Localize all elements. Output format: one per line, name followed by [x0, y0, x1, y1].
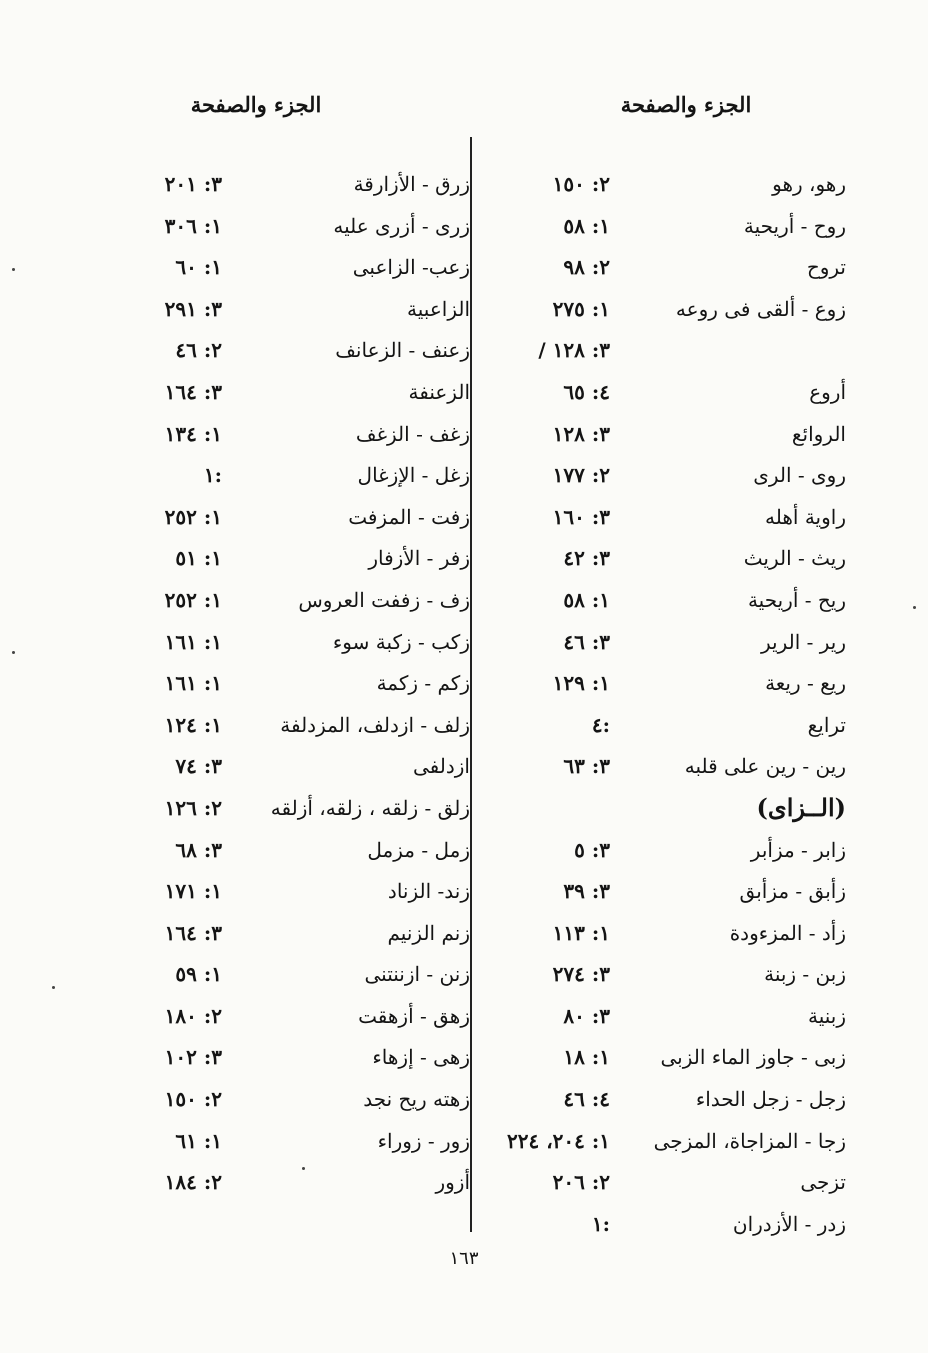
entry-term: ريح - أريحية [747, 587, 846, 612]
index-entry [120, 832, 470, 874]
entry-volume-page: ١: [203, 463, 222, 488]
entry-volume-page: ١: ٢٠٤، ٢٢٤ [507, 1128, 610, 1153]
entry-volume-page: ٣: ١٦٤ [164, 920, 222, 945]
entry-term: روح - أريحية [743, 213, 846, 238]
entry-volume-page: ١: ١٦١ [164, 671, 222, 696]
entry-volume-page: ١: ٥٨ [563, 213, 610, 238]
entry-term: رهو، رهو [772, 172, 846, 196]
entry-volume-page: ٢: ١٥٠ [164, 1087, 222, 1112]
entry-volume-page: ١: ١٢٩ [552, 671, 610, 696]
entry-volume-page: ١: [591, 1211, 610, 1236]
entry-term: زبن - زبنة [764, 962, 846, 987]
left-column-header: الجزء والصفحة [190, 92, 322, 117]
entry-term: زند- الزناد [387, 879, 470, 904]
index-entry [482, 540, 862, 582]
entry-volume-page: ٣: ١٦٤ [164, 379, 222, 404]
index-entry [482, 291, 862, 333]
entry-term: تروح [806, 255, 846, 280]
entry-volume-page: ٣: ٤٢ [563, 546, 610, 571]
index-entry [482, 208, 862, 250]
entry-term: أزور [435, 1170, 470, 1195]
index-entry [482, 582, 862, 624]
entry-volume-page: ٣: ٢٠١ [164, 172, 222, 196]
entry-term: زغل - الإزغال [357, 463, 470, 488]
entry-term: زنم الزنيم [387, 920, 470, 945]
entry-term: زعب- الزاعبى [352, 255, 470, 280]
entry-volume-page: ١: ١٨ [563, 1045, 610, 1070]
entry-volume-page: ٣: ٣٩ [563, 879, 610, 904]
right-column-header: الجزء والصفحة [620, 92, 752, 117]
index-entry [482, 249, 862, 291]
entry-term: زرى - أزرى عليه [333, 213, 470, 238]
index-entry [482, 374, 862, 416]
entry-term: زلق - زلقه ، زلقه، أزلقه [270, 795, 470, 820]
entry-volume-page: ١: ٣٠٦ [164, 213, 222, 238]
entry-volume-page: ١: ١٣٤ [164, 421, 222, 446]
entry-term: زور - زوراء [377, 1128, 470, 1153]
entry-term: زبى - جاوز الماء الزبى [660, 1045, 846, 1070]
index-entry [120, 707, 470, 749]
entry-term: زلف - ازدلف، المزدلفة [280, 712, 470, 737]
entry-term: زفر - الأزفار [368, 546, 470, 571]
entry-volume-page: ٣: ٨٠ [563, 1003, 610, 1028]
entry-term: زهق - أزهقت [358, 1003, 470, 1028]
index-entry [482, 915, 862, 957]
entry-term: زجل - زجل الحداء [695, 1087, 846, 1112]
index-entry [120, 540, 470, 582]
entry-term: الزاعبية [407, 296, 470, 321]
entry-term: زنن - ازننتنى [364, 962, 470, 987]
scan-speck [12, 651, 15, 654]
entry-term: زأبق - مزأبق [739, 879, 846, 904]
entry-term: زعنف - الزعانف [335, 338, 470, 363]
index-entry [482, 1123, 862, 1165]
entry-volume-page: ٣: ٦٨ [175, 837, 222, 862]
entry-term: أروع [809, 379, 846, 404]
entry-term: راوية أهله [765, 504, 846, 529]
entry-volume-page: ٢: ٩٨ [563, 255, 610, 280]
index-entry [482, 332, 862, 374]
entry-term: ترايع [807, 712, 846, 737]
entry-volume-page: ٢: ١٥٠ [552, 172, 610, 196]
entry-volume-page: ٣: ٥ [574, 837, 610, 862]
index-entry [482, 624, 862, 666]
entry-volume-page: ٤: ٤٦ [563, 1087, 610, 1112]
index-entry [482, 1039, 862, 1081]
index-entry [482, 832, 862, 874]
index-entry [120, 1039, 470, 1081]
entry-volume-page: ٢: ١٨٠ [164, 1003, 222, 1028]
index-entry [120, 873, 470, 915]
index-entry [482, 1206, 862, 1248]
entry-term: زمل - مزمل [367, 837, 470, 862]
index-entry [482, 873, 862, 915]
entry-term: زف - زففت العروس [298, 587, 470, 612]
scan-speck [52, 986, 55, 989]
index-entry [120, 457, 470, 499]
entry-volume-page: ٣: ١٦٠ [552, 504, 610, 529]
entry-volume-page: ٢: ١٧٧ [552, 463, 610, 488]
index-entry [120, 956, 470, 998]
entry-term: الروائع [791, 421, 846, 446]
section-heading [482, 790, 862, 832]
entry-volume-page: ٣: ٦٣ [563, 754, 610, 779]
entry-volume-page: ٣: ٤٦ [563, 629, 610, 654]
index-entry [120, 624, 470, 666]
entry-volume-page: ١: ١٦١ [164, 629, 222, 654]
index-entry [482, 998, 862, 1040]
scan-speck [12, 268, 15, 271]
index-entry [120, 249, 470, 291]
index-entry [120, 291, 470, 333]
entry-volume-page: ٣: ٢٧٤ [552, 962, 610, 987]
index-entry [482, 956, 862, 998]
index-entry [120, 416, 470, 458]
scan-speck [913, 606, 916, 609]
index-entry [120, 208, 470, 250]
entry-volume-page: ١: ٥١ [175, 546, 222, 571]
entry-volume-page: ١: ١٢٤ [164, 712, 222, 737]
entry-volume-page: ٣: ٢٩١ [164, 296, 222, 321]
entry-volume-page: ٢: ١٢٦ [164, 795, 222, 820]
entry-term: زأد - المزءودة [729, 920, 846, 945]
scan-speck [302, 1167, 305, 1170]
index-entry [120, 332, 470, 374]
index-entry [482, 1164, 862, 1206]
index-entry [120, 915, 470, 957]
entry-term: تزجى [800, 1170, 846, 1195]
entry-term: زوع - ألقى فى روعه [675, 296, 846, 321]
entry-volume-page: ٤: [591, 712, 610, 737]
entry-term: زهى - إزهاء [372, 1045, 470, 1070]
index-entry [120, 1164, 470, 1206]
index-entry [120, 1081, 470, 1123]
entry-volume-page: ٢: ٤٦ [175, 338, 222, 363]
entry-term: ريع - ريعة [765, 671, 846, 696]
index-entry [120, 582, 470, 624]
index-entry [120, 374, 470, 416]
entry-volume-page: ١: ٢٥٢ [164, 587, 222, 612]
entry-term: زغف - الزغف [355, 421, 470, 446]
entry-volume-page: ٣: ١٠٢ [164, 1045, 222, 1070]
entry-volume-page: ١: ١١٣ [552, 920, 610, 945]
index-entry [120, 166, 470, 208]
index-entry [120, 790, 470, 832]
index-entry [482, 748, 862, 790]
index-entry [482, 416, 862, 458]
entry-volume-page: ١: ٦١ [175, 1128, 222, 1153]
index-entry [120, 748, 470, 790]
section-heading-text: (الــزاى) [756, 792, 846, 822]
entry-volume-page: ٢: ٢٠٦ [552, 1170, 610, 1195]
index-entry [120, 665, 470, 707]
entry-term: روى - الرى [753, 463, 846, 488]
entry-term: رين - رين على قلبه [684, 754, 846, 779]
entry-term: زدر - الأزدران [732, 1211, 846, 1236]
entry-volume-page: ١: ٢٥٢ [164, 504, 222, 529]
entry-term: زرق - الأزارقة [353, 172, 470, 196]
entry-volume-page: ١: ٢٧٥ [552, 296, 610, 321]
index-entry [482, 457, 862, 499]
entry-term: زجا - المزاجاة، المزجى [653, 1128, 846, 1153]
entry-term: زكب - زكبة سوء [332, 629, 470, 654]
entry-volume-page: ١: ١٧١ [164, 879, 222, 904]
index-entry [120, 499, 470, 541]
entry-term: ازدلفى [412, 754, 470, 779]
index-entry [482, 665, 862, 707]
entry-term: زفت - المزفت [348, 504, 470, 529]
entry-term: زهته ريح نجد [363, 1087, 470, 1112]
index-entry [120, 998, 470, 1040]
column-divider [470, 137, 472, 1232]
index-entry [482, 1081, 862, 1123]
entry-volume-page: ١: ٦٠ [175, 255, 222, 280]
index-entry [482, 707, 862, 749]
page-number: ١٦٣ [449, 1248, 479, 1269]
entry-term: رير - الرير [760, 629, 846, 654]
entry-term: ريث - الريث [743, 546, 846, 571]
entry-volume-page: ٢: ١٨٤ [164, 1170, 222, 1195]
entry-volume-page: ٤: ٦٥ [563, 379, 610, 404]
index-entry [482, 499, 862, 541]
entry-term: زكم - زكمة [376, 671, 470, 696]
entry-volume-page: ٣: ٧٤ [175, 754, 222, 779]
left-index-column [120, 166, 470, 1206]
right-index-column [482, 166, 862, 1247]
entry-term: زبنية [807, 1003, 846, 1028]
entry-volume-page: ١: ٥٨ [563, 587, 610, 612]
entry-volume-page: ١: ٥٩ [175, 962, 222, 987]
index-entry [482, 166, 862, 208]
entry-term: الزعنفة [408, 379, 470, 404]
entry-volume-page: ٣: ١٢٨ [552, 421, 610, 446]
index-entry [120, 1123, 470, 1165]
entry-term: زابر - مزأبر [750, 837, 846, 862]
entry-volume-page: / ٣: ١٢٨ [538, 338, 610, 363]
